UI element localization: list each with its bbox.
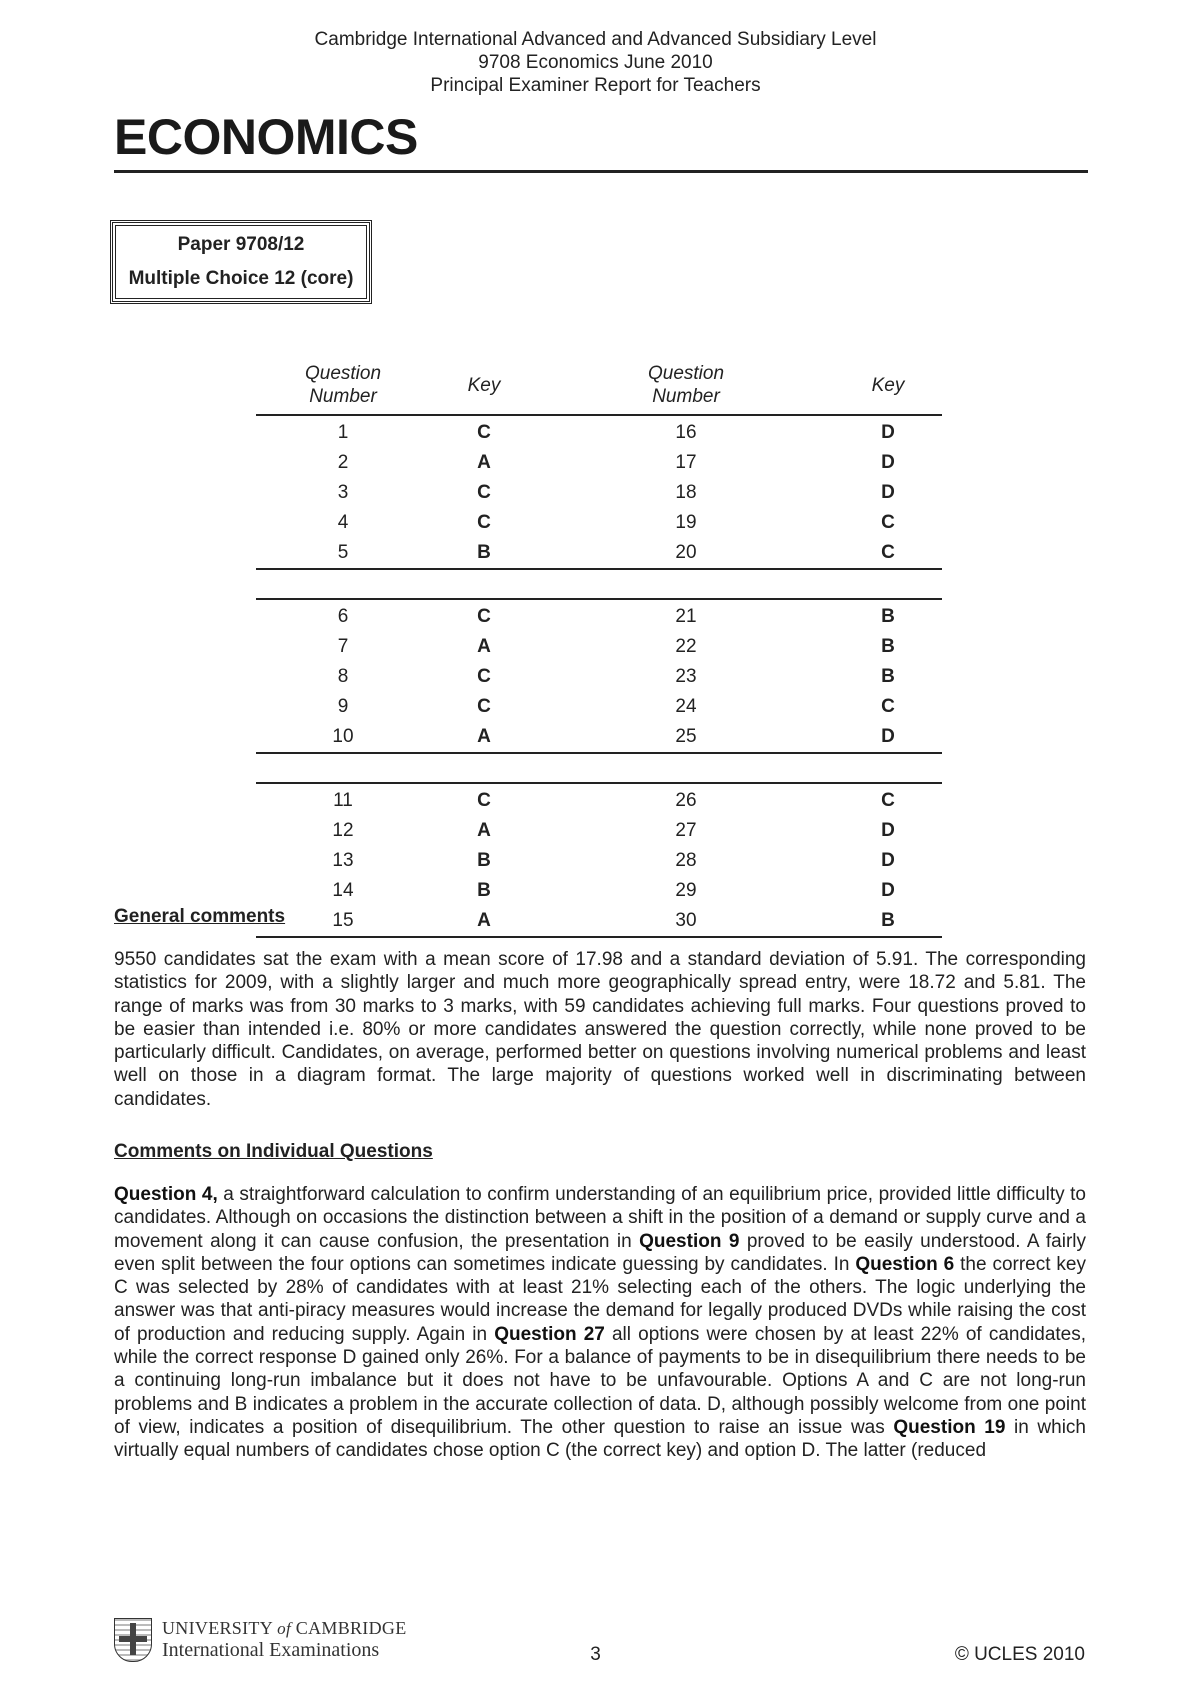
answer-key: D	[881, 422, 895, 443]
paper-box	[110, 220, 372, 304]
answer-key: B	[477, 850, 491, 871]
question-number: 16	[675, 422, 697, 443]
answer-key-group	[256, 598, 942, 754]
answer-key: C	[881, 542, 895, 563]
answer-key: C	[881, 790, 895, 811]
question-number: 9	[337, 696, 349, 717]
answer-key: A	[477, 820, 491, 841]
paper-name: Multiple Choice 12 (core)	[128, 268, 354, 289]
question-number: 6	[337, 606, 349, 627]
title-rule	[114, 170, 1088, 173]
table-row	[256, 538, 942, 568]
question-number: 17	[675, 452, 697, 473]
answer-key: A	[477, 452, 491, 473]
copyright: © UCLES 2010	[954, 1644, 1085, 1665]
header-line-1: Cambridge International Advanced and Advanced Subsidiary Level	[314, 29, 877, 50]
question-number: 1	[337, 422, 349, 443]
question-number: 11	[333, 790, 353, 811]
question-number: 2	[337, 452, 349, 473]
page-number: 3	[590, 1644, 601, 1665]
table-row	[256, 418, 942, 448]
cambridge-logo: UNIVERSITY of CAMBRIDGE International Examinations	[114, 1618, 407, 1662]
general-comments-text: 9550 candidates sat the exam with a mean score of 17.98 and a standard deviation of 5.91. The corresponding statistics for 2009, with a slightly larger and much more geographically spread entry, were 18.72 and 5.81. The range of marks was from 30 marks to 3 marks, with 59 candidates achieving full marks. Four questions proved to be easier than intended i.e. 80% or more candidates answered the question correctly, while none proved to be particularly difficult. Candidates, on average, performed better on questions involving numerical problems and least well on those in a diagram format. The large majority of questions worked well in discriminating between candidates.	[114, 949, 1086, 1110]
table-row	[256, 846, 942, 876]
answer-key-body	[256, 416, 942, 938]
answer-key: D	[881, 726, 895, 747]
question-number: 19	[675, 512, 697, 533]
question-ref: Question 19	[893, 1416, 1006, 1438]
answer-key: C	[477, 512, 491, 533]
answer-key: A	[477, 910, 491, 931]
question-number: 13	[332, 850, 354, 871]
question-number: 27	[675, 820, 697, 841]
table-row	[256, 906, 942, 936]
table-row	[256, 602, 942, 632]
table-row	[256, 692, 942, 722]
answer-key: B	[881, 636, 895, 657]
answer-key: B	[881, 666, 895, 687]
question-number: 28	[675, 850, 697, 871]
answer-key: A	[477, 636, 491, 657]
group-gap	[256, 754, 942, 782]
answer-key: D	[881, 850, 895, 871]
question-ref: Question 27	[494, 1323, 605, 1345]
answer-key: C	[477, 606, 491, 627]
answer-key: D	[881, 452, 895, 473]
header-line-3: Principal Examiner Report for Teachers	[430, 75, 761, 96]
answer-key: B	[477, 880, 491, 901]
question-number: 24	[675, 696, 697, 717]
table-row	[256, 662, 942, 692]
answer-key: C	[477, 482, 491, 503]
table-row	[256, 508, 942, 538]
answer-key: B	[477, 542, 491, 563]
general-comments-heading: General comments	[114, 906, 286, 927]
table-row	[256, 478, 942, 508]
header-question-number-left: Question Number	[304, 363, 382, 407]
question-number: 18	[675, 482, 697, 503]
answer-key: C	[881, 512, 895, 533]
answer-key: C	[477, 666, 491, 687]
question-number: 23	[675, 666, 697, 687]
question-number: 14	[332, 880, 354, 901]
table-row	[256, 632, 942, 662]
answer-key: B	[881, 910, 895, 931]
answer-key-header	[256, 356, 942, 416]
paper-code: Paper 9708/12	[177, 234, 305, 255]
question-number: 21	[675, 606, 697, 627]
question-number: 3	[337, 482, 349, 503]
answer-key: A	[477, 726, 491, 747]
question-number: 12	[332, 820, 354, 841]
question-number: 29	[675, 880, 697, 901]
table-row	[256, 786, 942, 816]
question-number: 10	[332, 726, 354, 747]
question-number: 8	[337, 666, 349, 687]
answer-key: C	[881, 696, 895, 717]
answer-key-group	[256, 416, 942, 570]
group-gap	[256, 570, 942, 598]
individual-questions-heading: Comments on Individual Questions	[114, 1141, 433, 1162]
header-key-right: Key	[871, 374, 905, 396]
table-row	[256, 876, 942, 906]
question-number: 30	[675, 910, 697, 931]
answer-key: C	[477, 790, 491, 811]
answer-key: B	[881, 606, 895, 627]
table-row	[256, 816, 942, 846]
individual-questions-text: Question 4, a straightforward calculation to confirm understanding of an equilibrium price, provided little difficulty to candidates. Although on occasions the distinction between a shift in the position of a demand or supply curve and a movement along it can cause confusion, the presentation in Question 9 proved to be easily understood. A fairly even split between the four options can sometimes indicate guessing by candidates. In Question 6 the correct key C was selected by 28% of candidates with at least 21% selecting each of the others. The logic underlying the answer was that anti-piracy measures would increase the demand for legally produced DVDs while raising the cost of production and reducing supply. Again in Question 27 all options were chosen by at least 22% of candidates, while the correct response D gained only 26%. For a balance of payments to be in disequilibrium there needs to be a continuing long-run imbalance but it does not have to be unfavourable. Options A and C are not long-run problems and B indicates a problem in the accurate collection of data. D, although possibly welcome from one point of view, indicates a position of disequilibrium. The other question to raise an issue was Question 19 in which virtually equal numbers of candidates chose option C (the correct key) and option D. The latter (reduced	[114, 1184, 1087, 1462]
table-row	[256, 722, 942, 752]
question-number: 4	[337, 512, 349, 533]
answer-key: C	[477, 696, 491, 717]
report-header	[0, 28, 1191, 97]
answer-key: C	[477, 422, 491, 443]
question-number: 25	[675, 726, 697, 747]
question-ref: Question 9	[639, 1230, 740, 1252]
answer-key: D	[881, 880, 895, 901]
header-key-left: Key	[467, 374, 501, 396]
answer-key: D	[881, 482, 895, 503]
question-ref: Question 6	[855, 1253, 955, 1275]
question-number: 26	[675, 790, 697, 811]
answer-key: D	[881, 820, 895, 841]
question-number: 7	[337, 636, 349, 657]
page-title: ECONOMICS	[114, 109, 418, 165]
question-number: 20	[675, 542, 697, 563]
question-number: 5	[337, 542, 349, 563]
question-ref: Question 4,	[114, 1184, 218, 1205]
header-line-2: 9708 Economics June 2010	[478, 52, 713, 73]
question-number: 15	[332, 910, 354, 931]
answer-key-table	[256, 356, 942, 938]
answer-key-group	[256, 782, 942, 938]
table-row	[256, 448, 942, 478]
question-number: 22	[675, 636, 697, 657]
header-question-number-right: Question Number	[647, 363, 725, 407]
